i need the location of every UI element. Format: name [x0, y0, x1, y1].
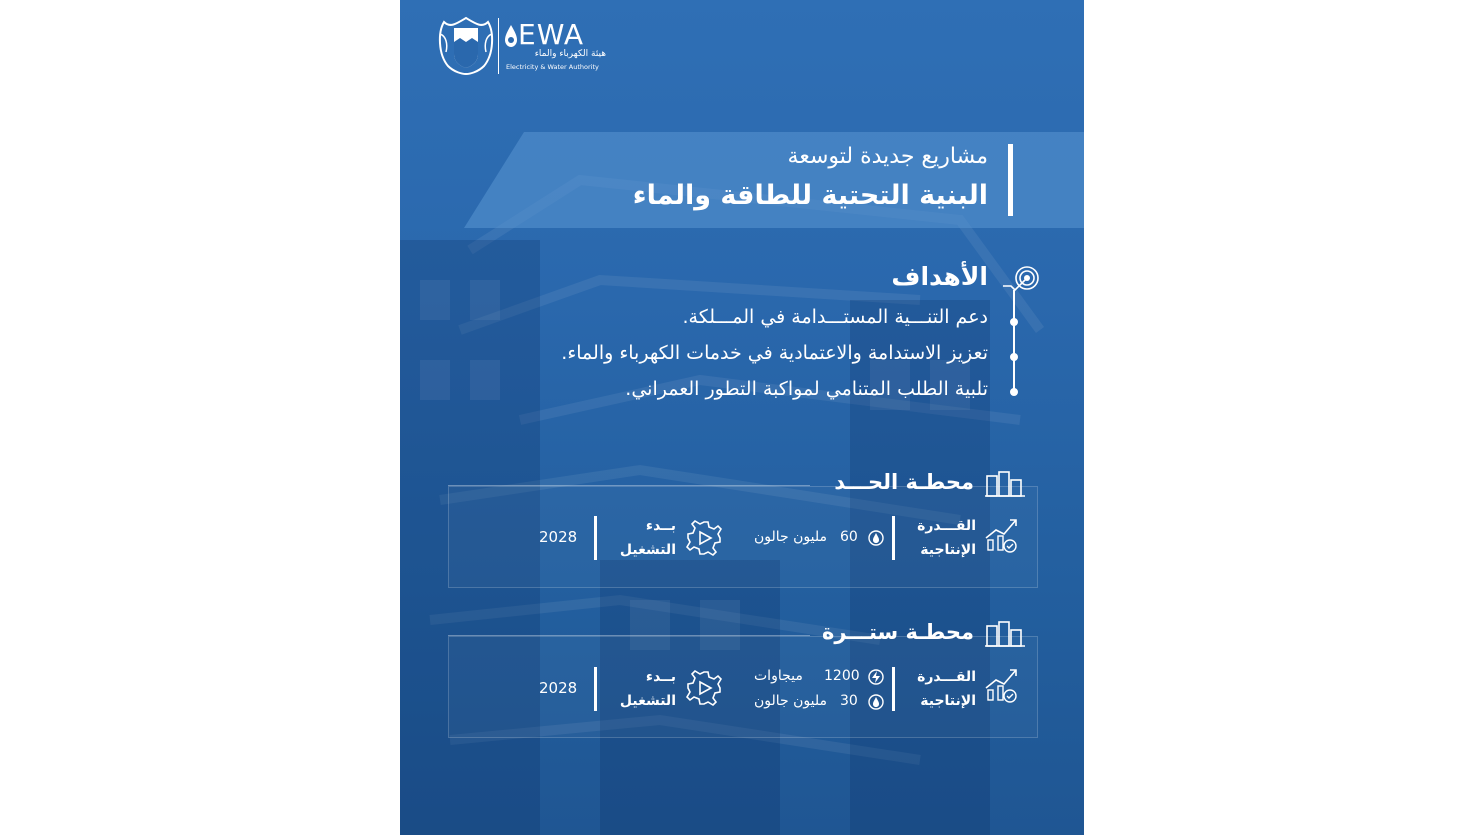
title-accent-bar	[1008, 144, 1013, 216]
water-drop-icon	[868, 694, 884, 710]
start-year: 2028	[539, 528, 578, 546]
gear-play-icon	[684, 518, 724, 558]
ewa-logo	[436, 14, 616, 78]
capacity-label: القـــدرة الإنتاجية	[917, 669, 976, 709]
capacity-unit: ميجاوات	[754, 668, 803, 684]
capacity-unit: مليون جالون	[754, 693, 828, 709]
goal-item: تلبية الطلب المتنامي لمواكبة التطور العمراني.	[625, 378, 988, 400]
start-divider	[594, 516, 597, 560]
goal-item: دعم التنـــية المستـــدامة في المـــلكة.	[682, 306, 988, 328]
start-label: بــدء التشغيل	[619, 669, 676, 709]
goals-heading: الأهداف	[891, 262, 988, 291]
poster	[400, 0, 1084, 835]
bahrain-emblem-icon	[436, 14, 496, 76]
logo-english-name: Electricity & Water Authority	[506, 63, 599, 71]
production-capacity-icon	[982, 666, 1022, 706]
start-label: بــدء التشغيل	[619, 518, 676, 558]
lightning-icon	[868, 669, 884, 685]
capacity-divider	[892, 516, 895, 560]
goal-bullet	[1010, 388, 1018, 396]
goals-timeline	[1013, 290, 1015, 390]
title-line2: البنية التحتية للطاقة والماء	[632, 180, 988, 211]
title-line1: مشاريع جديدة لتوسعة	[787, 144, 988, 169]
target-signal-icon	[1001, 264, 1041, 294]
capacity-amount: 30	[840, 693, 858, 709]
start-year: 2028	[539, 679, 578, 697]
goal-bullet	[1010, 318, 1018, 326]
production-capacity-icon	[982, 516, 1022, 556]
station-title: محطـة ستـــرة	[821, 620, 974, 644]
logo-arabic-name: هيئة الكهرباء والماء	[534, 49, 606, 59]
water-drop-icon	[868, 530, 884, 546]
logo-brand: EWA	[518, 18, 584, 51]
capacity-unit: مليون جالون	[754, 529, 828, 545]
goal-item: تعزيز الاستدامة والاعتمادية في خدمات الكهرباء والماء.	[561, 342, 988, 364]
goal-bullet	[1010, 353, 1018, 361]
capacity-divider	[892, 667, 895, 711]
capacity-label: القـــدرة الإنتاجية	[917, 518, 976, 558]
capacity-amount: 60	[840, 529, 858, 545]
start-divider	[594, 667, 597, 711]
capacity-amount: 1200	[824, 668, 860, 684]
gear-play-icon	[684, 668, 724, 708]
water-drop-icon	[504, 24, 518, 48]
logo-divider	[498, 18, 499, 74]
station-title: محطـة الحـــد	[834, 470, 974, 494]
